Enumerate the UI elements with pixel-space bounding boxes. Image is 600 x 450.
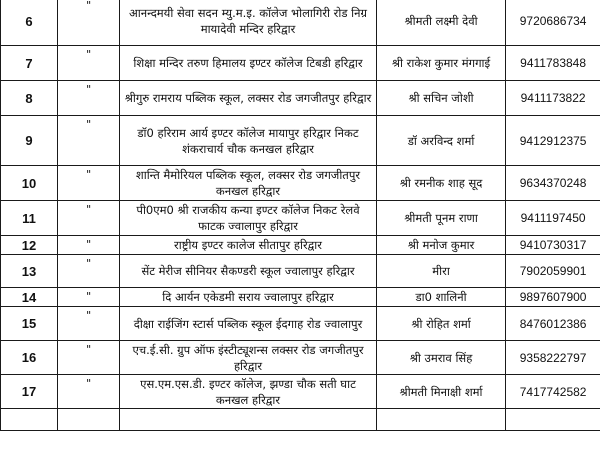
school-name-cell: डॉ0 हरिराम आर्य इण्टर कॉलेज मायापुर हरिद्वार निकट शंकराचार्य चौक कनखल हरिद्वार — [120, 116, 377, 166]
table-row — [1, 116, 600, 166]
table-row — [1, 307, 600, 341]
serial-number-cell: 16 — [1, 341, 58, 375]
ditto-mark-cell: " — [58, 116, 120, 166]
contact-person-cell: श्री रोहित शर्मा — [376, 307, 505, 341]
phone-number-cell: 9634370248 — [506, 166, 600, 201]
ditto-mark-cell: " — [58, 0, 120, 46]
ditto-mark-cell: " — [58, 255, 120, 288]
table-row — [1, 236, 600, 255]
school-name-cell: शिक्षा मन्दिर तरुण हिमालय इण्टर कॉलेज टिबडी हरिद्वार — [120, 46, 377, 81]
contact-person-cell — [376, 409, 505, 431]
serial-number-cell: 12 — [1, 236, 58, 255]
school-name-cell — [120, 409, 377, 431]
serial-number-cell: 15 — [1, 307, 58, 341]
serial-number-cell: 17 — [1, 375, 58, 409]
phone-number-cell: 9358222797 — [506, 341, 600, 375]
ditto-mark-cell: " — [58, 341, 120, 375]
contact-person-cell: डॉ अरविन्द शर्मा — [376, 116, 505, 166]
contact-person-cell: श्रीमती पूनम राणा — [376, 201, 505, 236]
contact-person-cell: श्री उमराव सिंह — [376, 341, 505, 375]
ditto-mark-cell: " — [58, 236, 120, 255]
serial-number-cell — [1, 409, 58, 431]
ditto-mark-cell — [58, 409, 120, 431]
school-name-cell: एस.एम.एस.डी. इण्टर कॉलेज, झण्डा चौक सती घाट कनखल हरिद्वार — [120, 375, 377, 409]
contact-person-cell: श्री सचिन जोशी — [376, 81, 505, 116]
phone-number-cell: 9411197450 — [506, 201, 600, 236]
school-name-cell: शान्ति मैमोरियल पब्लिक स्कूल, लक्सर रोड जगजीतपुर कनखल हरिद्वार — [120, 166, 377, 201]
phone-number-cell: 9411783848 — [506, 46, 600, 81]
table-row — [1, 288, 600, 307]
table-row — [1, 46, 600, 81]
phone-number-cell: 7417742582 — [506, 375, 600, 409]
serial-number-cell: 13 — [1, 255, 58, 288]
phone-number-cell — [506, 409, 600, 431]
table-row — [1, 81, 600, 116]
phone-number-cell: 9720686734 — [506, 0, 600, 46]
school-name-cell: पी0एम0 श्री राजकीय कन्या इण्टर कॉलेज निकट रेलवे फाटक ज्वालापुर हरिद्वार — [120, 201, 377, 236]
ditto-mark-cell: " — [58, 166, 120, 201]
serial-number-cell: 8 — [1, 81, 58, 116]
serial-number-cell: 10 — [1, 166, 58, 201]
table-row — [1, 375, 600, 409]
school-name-cell: दि आर्यन एकेडमी सराय ज्वालापुर हरिद्वार — [120, 288, 377, 307]
ditto-mark-cell: " — [58, 201, 120, 236]
contact-person-cell: डा0 शालिनी — [376, 288, 505, 307]
table-row — [1, 201, 600, 236]
contact-person-cell: मीरा — [376, 255, 505, 288]
contact-person-cell: श्रीमती मिनाक्षी शर्मा — [376, 375, 505, 409]
school-name-cell: श्रीगुरु रामराय पब्लिक स्कूल, लक्सर रोड जगजीतपुर हरिद्वार — [120, 81, 377, 116]
serial-number-cell: 7 — [1, 46, 58, 81]
table-row — [1, 341, 600, 375]
ditto-mark-cell: " — [58, 307, 120, 341]
phone-number-cell: 9897607900 — [506, 288, 600, 307]
phone-number-cell: 7902059901 — [506, 255, 600, 288]
phone-number-cell: 9412912375 — [506, 116, 600, 166]
ditto-mark-cell: " — [58, 46, 120, 81]
phone-number-cell: 8476012386 — [506, 307, 600, 341]
school-name-cell: सेंट मेरीज सीनियर सैकण्डरी स्कूल ज्वालापुर हरिद्वार — [120, 255, 377, 288]
serial-number-cell: 9 — [1, 116, 58, 166]
serial-number-cell: 14 — [1, 288, 58, 307]
table-row — [1, 166, 600, 201]
table-row — [1, 255, 600, 288]
phone-number-cell: 9410730317 — [506, 236, 600, 255]
ditto-mark-cell: " — [58, 288, 120, 307]
school-name-cell: राष्ट्रीय इण्टर कालेज सीतापुर हरिद्वार — [120, 236, 377, 255]
school-name-cell: एच.ई.सी. ग्रुप ऑफ इंस्टीट्यूशन्स लक्सर रोड जगजीतपुर हरिद्वार — [120, 341, 377, 375]
school-name-cell: आनन्दमयी सेवा सदन म्यु.म.इ. कॉलेज भोलागिरी रोड निग्र मायादेवी मन्दिर हरिद्वार — [120, 0, 377, 46]
contact-person-cell: श्री रमनीक शाह सूद — [376, 166, 505, 201]
serial-number-cell: 6 — [1, 0, 58, 46]
serial-number-cell: 11 — [1, 201, 58, 236]
phone-number-cell: 9411173822 — [506, 81, 600, 116]
contact-person-cell: श्रीमती लक्ष्मी देवी — [376, 0, 505, 46]
table-row — [1, 0, 600, 46]
contact-person-cell: श्री मनोज कुमार — [376, 236, 505, 255]
ditto-mark-cell: " — [58, 81, 120, 116]
ditto-mark-cell: " — [58, 375, 120, 409]
school-name-cell: दीक्षा राईजिंग स्टार्स पब्लिक स्कूल ईदगाह रोड ज्वालापुर — [120, 307, 377, 341]
table-row-cut-off — [1, 409, 600, 431]
contact-person-cell: श्री राकेश कुमार मंगगाई — [376, 46, 505, 81]
